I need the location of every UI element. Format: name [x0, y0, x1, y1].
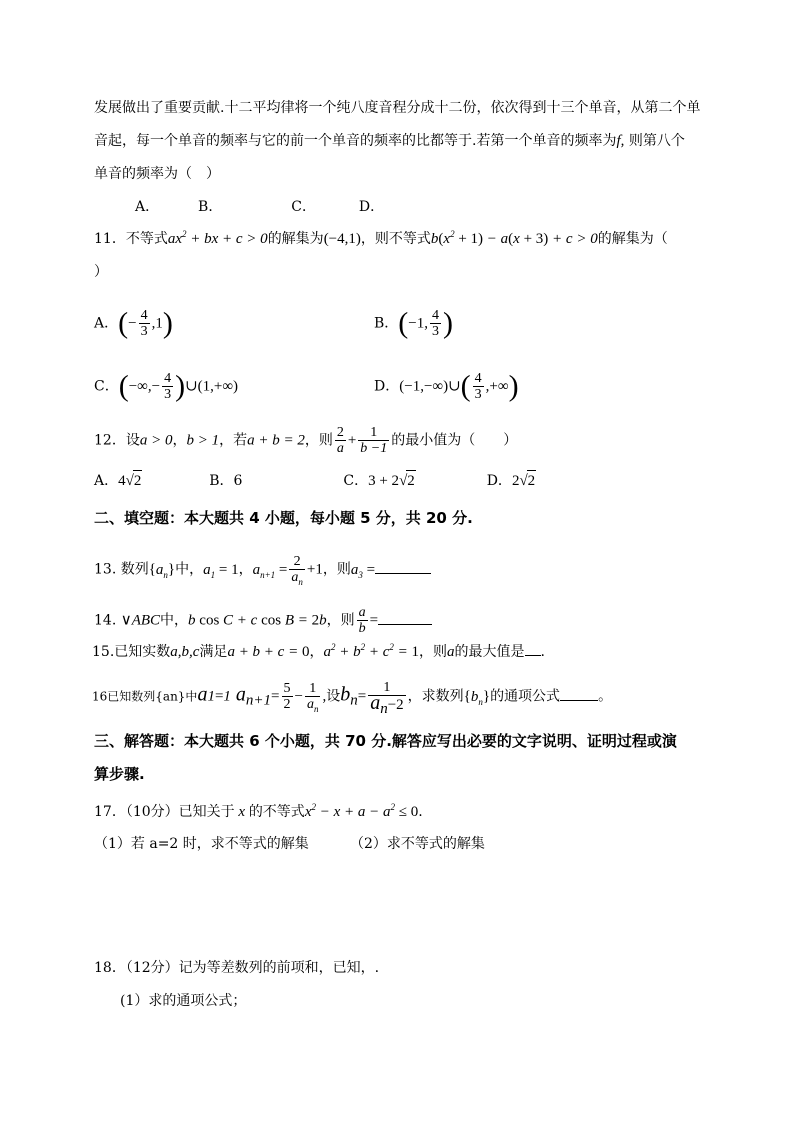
q16-stem: 16已知数列{an}中a1=1 $a_{n+1}=$ $\frac{5}{2}$ − $\frac{1}{a_n}$ ,设$b_n=$ $\frac{1}{a_n-2}$ ，求数列$\{b_n\}$的通项公式 。 [92, 680, 613, 717]
q10-option-d: D． [358, 199, 385, 215]
q10-option-a: A． [135, 199, 160, 215]
q12-stem: 12．设a > 0，b > 1，若a + b = 2，则 $\frac{2}{a}$ + $\frac{1}{b -1}$ 的最小值为（ ） [94, 425, 518, 456]
q14-stem: 14. ∨ABC中，b cos C + c cos B = 2b，则 $\frac{a}{b}$ = [94, 605, 432, 636]
q17-part1: （1）若 a=2 时，求不等式的解集 [94, 836, 309, 852]
q11-option-b: B．(−1, $\frac{4}{3}$ ) [374, 306, 454, 340]
q13-stem: 13. 数列$\{a_n\}$中，$a_1 = 1$，$a_{n+1}$ = $\frac{2}{a_n}$ +1，则$a_3$ = [94, 554, 431, 585]
q12-options [94, 470, 536, 491]
section3-title-line2: 算步骤. [94, 765, 145, 783]
q12-option-c: C．3 + 2√2 [343, 473, 415, 489]
q11-stem-close: ） [94, 264, 108, 280]
q11-stem: 11．不等式$ax^2$ + bx + c > 0的解集为(−4,1)，则不等式$b(x^2 + 1) - a(x + 3) + c > 0$的解集为（ [94, 229, 668, 247]
q13-answer-blank[interactable] [375, 573, 431, 574]
q10-line2: 音起，每一个单音的频率与它的前一个单音的频率的比都等于.若第一个单音的频率为f, 则第八个 [94, 133, 685, 149]
q11-option-c: C．(−∞,− $\frac{4}{3}$ )∪(1,+∞) [94, 369, 239, 403]
q10-option-b: B． [198, 199, 223, 215]
section3-title-line1: 三、解答题：本大题共 6 个小题，共 70 分.解答应写出必要的文字说明、证明过程或演 [94, 732, 677, 750]
q18-part1: (1）求的通项公式； [120, 993, 247, 1009]
q17-part2: （2）求不等式的解集 [350, 836, 485, 852]
q17-stem: 17．（10分）已知关于 x 的不等式$x^2 - x + a - a^2 \le 0$. [94, 802, 423, 820]
q15-stem: 15.已知实数a,b,c满足a + b + c = 0，$a^2 + b^2 + c^2 = 1$，则a的最大值是 . [92, 642, 545, 660]
q11-option-d: D．(−1,−∞)∪( $\frac{4}{3}$ ,+∞) [374, 369, 519, 403]
q10-option-c: C． [291, 199, 316, 215]
q14-answer-blank[interactable] [378, 624, 432, 625]
q12-option-b: B．6 [209, 473, 243, 489]
q15-answer-blank[interactable] [525, 655, 541, 656]
q18-stem: 18．（12分）记为等差数列的前项和，已知，. [94, 960, 380, 976]
q10-options [135, 197, 384, 217]
q16-answer-blank[interactable] [560, 700, 598, 701]
q10-line1: 发展做出了重要贡献.十二平均律将一个纯八度音程分成十二份，依次得到十三个单音，从第二个单 [94, 100, 701, 116]
section2-title: 二、填空题：本大题共 4 小题，每小题 5 分，共 20 分. [94, 509, 473, 527]
q12-option-d: D．2√2 [487, 473, 536, 489]
q11-option-a: A．(− $\frac{4}{3}$ ,1) [94, 306, 173, 340]
q10-line3: 单音的频率为（ ） [94, 166, 220, 182]
q12-option-a: A．4√2 [94, 473, 142, 489]
